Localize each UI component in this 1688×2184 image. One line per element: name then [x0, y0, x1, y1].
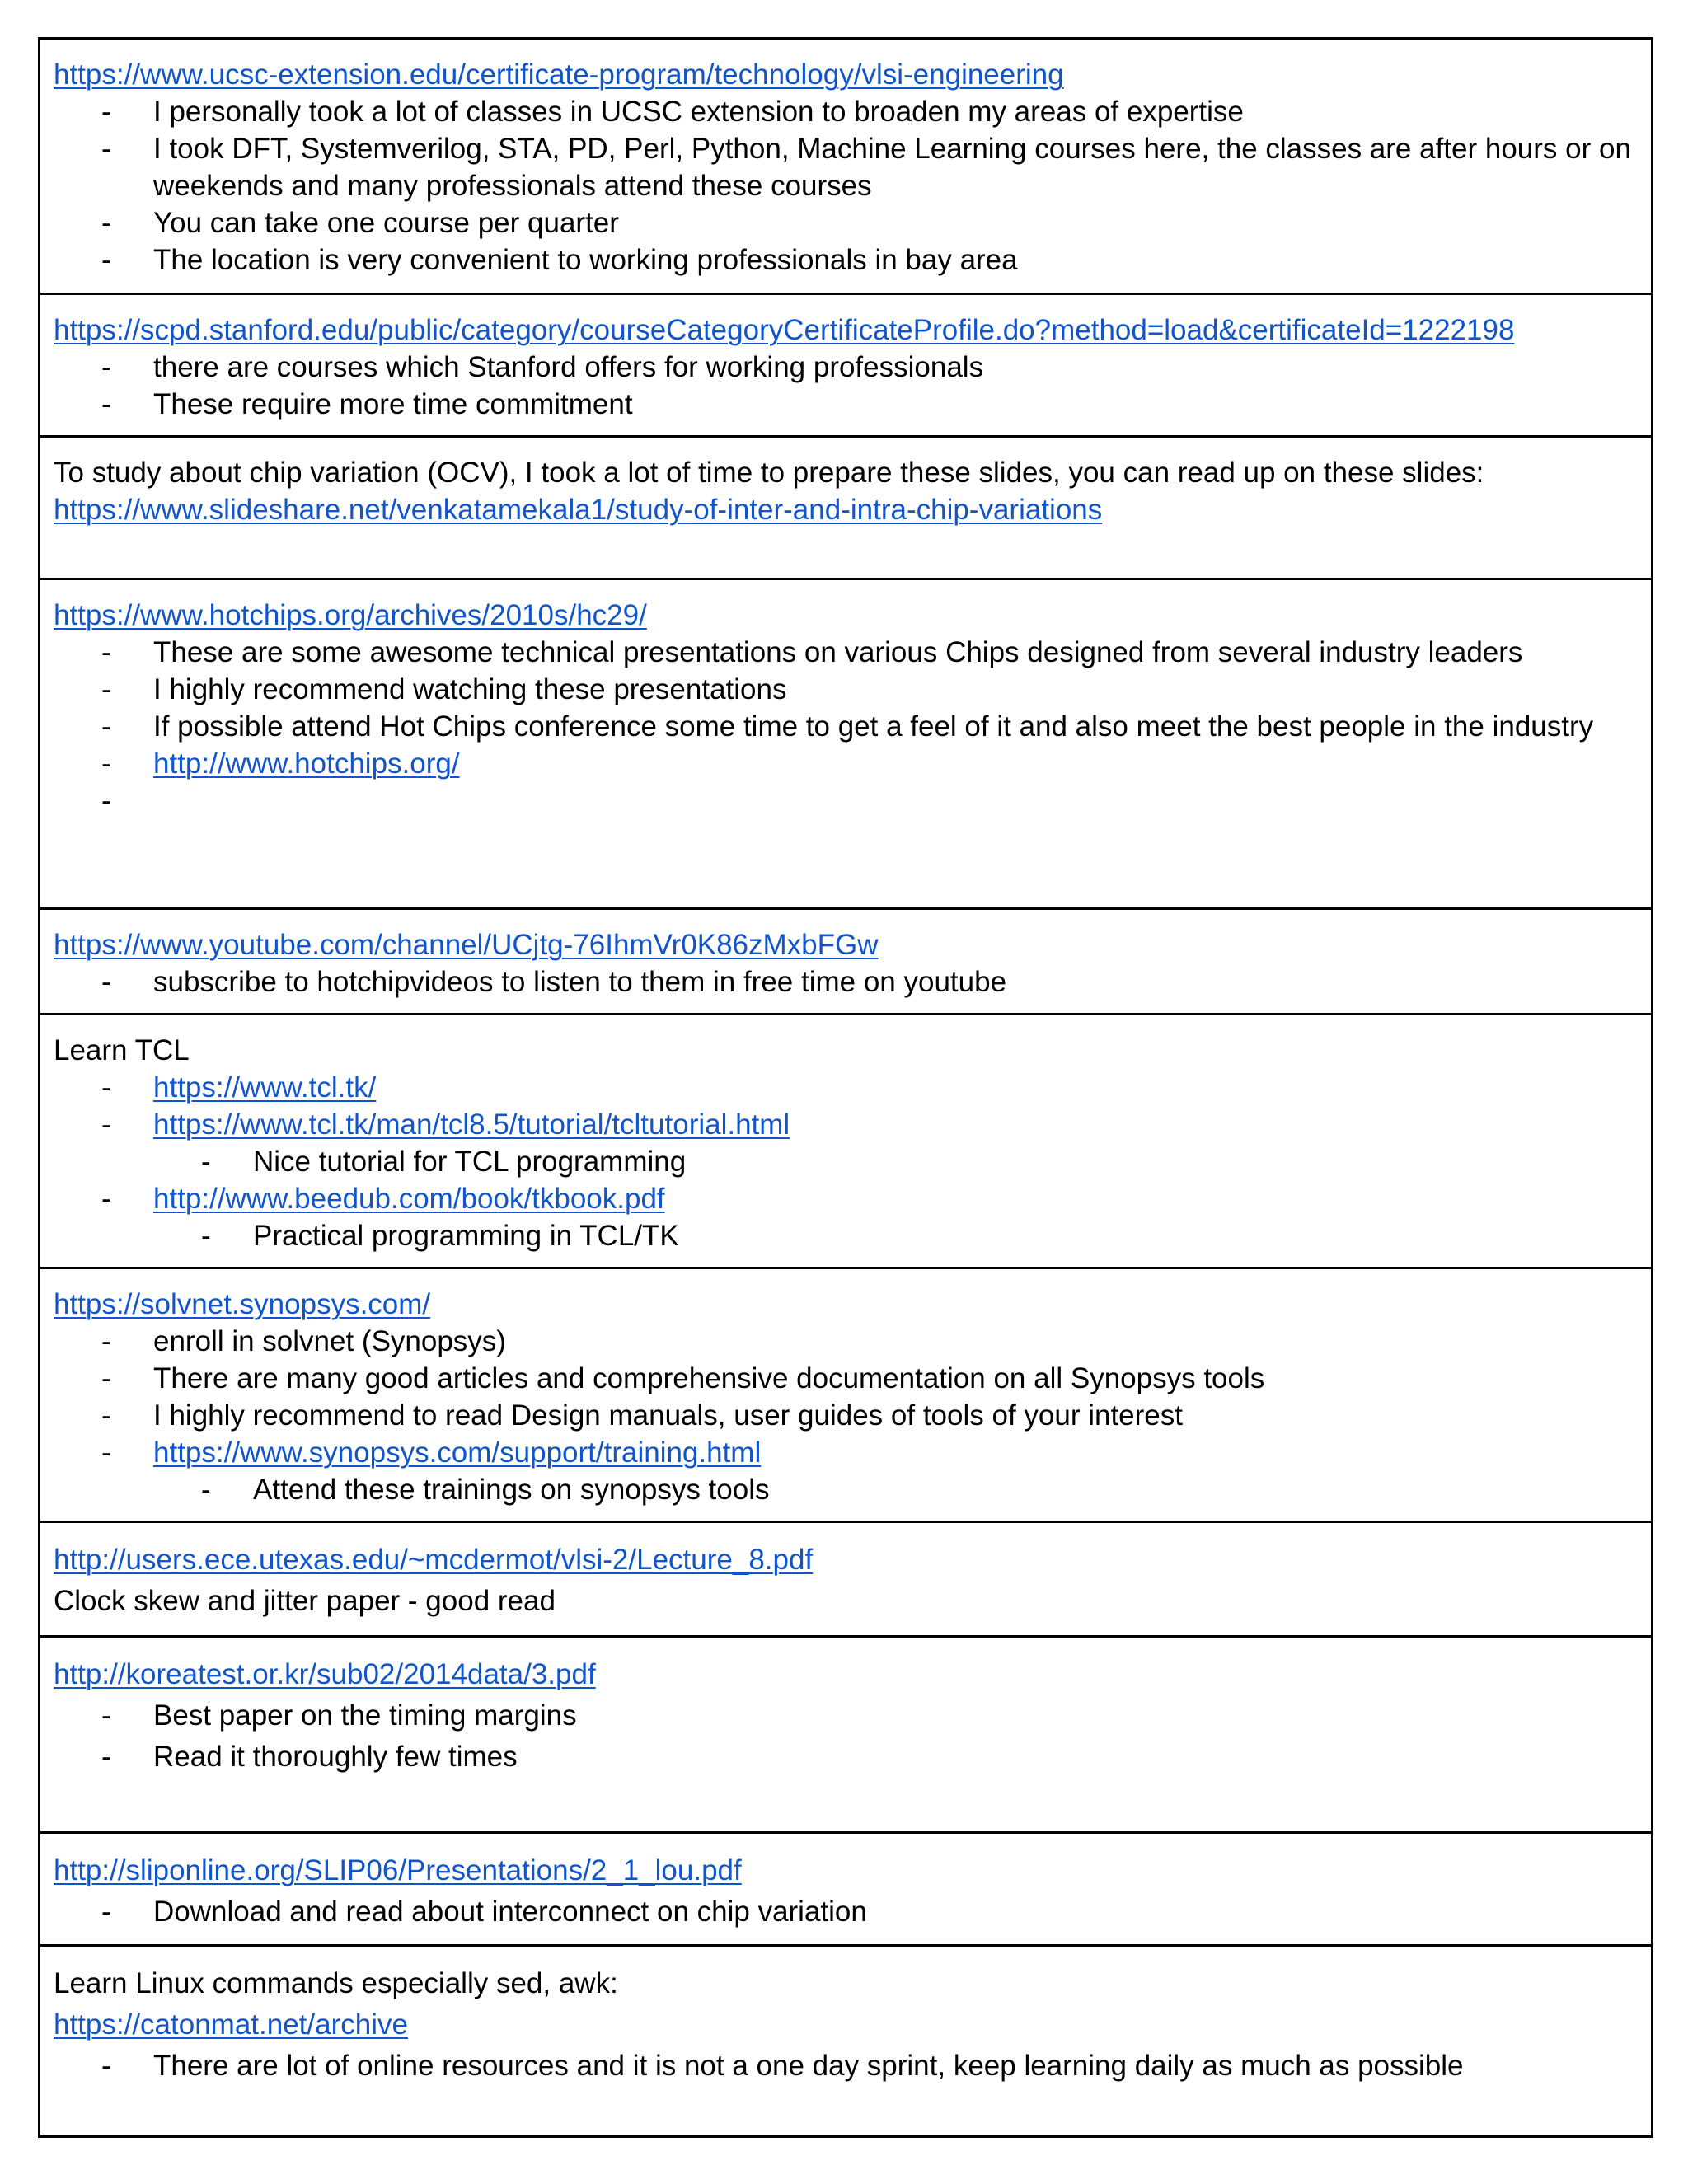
- synopsys-training-link[interactable]: https://www.synopsys.com/support/training.html: [153, 1436, 762, 1469]
- table-row: [40, 907, 1651, 1013]
- stanford-scpd-link[interactable]: https://scpd.stanford.edu/public/category/courseCategoryCertificateProfile.do?method=load&certificateId=1222198: [54, 314, 1515, 346]
- list-item: - there are courses which Stanford offers for working professionals: [54, 349, 1638, 386]
- hotchips-archive-link[interactable]: https://www.hotchips.org/archives/2010s/hc29/: [54, 599, 647, 631]
- table-row: [40, 1635, 1651, 1831]
- youtube-channel-link[interactable]: https://www.youtube.com/channel/UCjtg-76IhmVr0K86zMxbFGw: [54, 929, 879, 961]
- tcl-home-link[interactable]: https://www.tcl.tk/: [153, 1071, 377, 1104]
- table-row: [40, 1831, 1651, 1944]
- tcl-tutorial-link[interactable]: https://www.tcl.tk/man/tcl8.5/tutorial/tcltutorial.html: [153, 1108, 790, 1141]
- list-item: - subscribe to hotchipvideos to listen to them in free time on youtube: [54, 963, 1638, 1001]
- table-row: [40, 578, 1651, 907]
- list-item: - There are many good articles and comprehensive documentation on all Synopsys tools: [54, 1360, 1638, 1397]
- list-item: - The location is very convenient to working professionals in bay area: [54, 241, 1638, 279]
- list-item: - Download and read about interconnect on chip variation: [54, 1891, 1638, 1933]
- table-row: [40, 435, 1651, 578]
- list-item: [54, 1069, 1638, 1106]
- list-item: - Read it thoroughly few times: [54, 1736, 1638, 1778]
- list-item: - enroll in solvnet (Synopsys): [54, 1323, 1638, 1360]
- resource-table: [38, 37, 1653, 2138]
- table-row: [40, 1944, 1651, 2135]
- list-item: - You can take one course per quarter: [54, 204, 1638, 241]
- list-item: - I highly recommend watching these presentations: [54, 671, 1638, 708]
- table-row: [40, 1521, 1651, 1635]
- tkbook-pdf-link[interactable]: http://www.beedub.com/book/tkbook.pdf: [153, 1183, 665, 1215]
- list-item: [54, 745, 1638, 782]
- list-item: [54, 1434, 1638, 1471]
- table-row: [40, 1267, 1651, 1521]
- list-item: - Best paper on the timing margins: [54, 1695, 1638, 1736]
- list-item: [54, 1180, 1638, 1217]
- table-row: [40, 293, 1651, 435]
- koreatest-paper-link[interactable]: http://koreatest.or.kr/sub02/2014data/3.pdf: [54, 1658, 596, 1690]
- paragraph-text: Learn Linux commands especially sed, awk:: [54, 1967, 618, 1999]
- list-item: - There are lot of online resources and it is not a one day sprint, keep learning daily as much as possible: [54, 2046, 1638, 2087]
- paragraph-text: To study about chip variation (OCV), I took a lot of time to prepare these slides, you can read up on these slides:: [54, 457, 1484, 489]
- list-item: - These are some awesome technical presentations on various Chips designed from several industry leaders: [54, 634, 1638, 671]
- list-item: - If possible attend Hot Chips conference some time to get a feel of it and also meet the best people in the industry: [54, 708, 1638, 745]
- sub-list-item: - Attend these trainings on synopsys tools: [54, 1471, 1638, 1508]
- sub-list-item: - Nice tutorial for TCL programming: [54, 1143, 1638, 1180]
- table-row: [40, 1013, 1651, 1267]
- list-item: - I highly recommend to read Design manuals, user guides of tools of your interest: [54, 1397, 1638, 1434]
- list-item: - I took DFT, Systemverilog, STA, PD, Perl, Python, Machine Learning courses here, the classes are after hours or on weekends and many professionals attend these courses: [54, 130, 1638, 204]
- empty-list-item: [54, 782, 1638, 819]
- solvnet-link[interactable]: https://solvnet.synopsys.com/: [54, 1288, 431, 1320]
- slideshare-link[interactable]: https://www.slideshare.net/venkatamekala1/study-of-inter-and-intra-chip-variations: [54, 494, 1103, 526]
- catonmat-archive-link[interactable]: https://catonmat.net/archive: [54, 2008, 408, 2041]
- list-item: - These require more time commitment: [54, 386, 1638, 423]
- utexas-lecture-link[interactable]: http://users.ece.utexas.edu/~mcdermot/vlsi-2/Lecture_8.pdf: [54, 1544, 814, 1576]
- list-item: [54, 1106, 1638, 1143]
- sub-list-item: - Practical programming in TCL/TK: [54, 1217, 1638, 1254]
- ucsc-extension-link[interactable]: https://www.ucsc-extension.edu/certificate-program/technology/vlsi-engineering: [54, 59, 1064, 91]
- hotchips-link[interactable]: http://www.hotchips.org/: [153, 748, 460, 780]
- section-title: Learn TCL: [54, 1034, 190, 1066]
- table-row: [40, 40, 1651, 293]
- sliponline-link[interactable]: http://sliponline.org/SLIP06/Presentations/2_1_lou.pdf: [54, 1854, 742, 1886]
- list-item: - I personally took a lot of classes in UCSC extension to broaden my areas of expertise: [54, 93, 1638, 130]
- paragraph-text: Clock skew and jitter paper - good read: [54, 1585, 556, 1617]
